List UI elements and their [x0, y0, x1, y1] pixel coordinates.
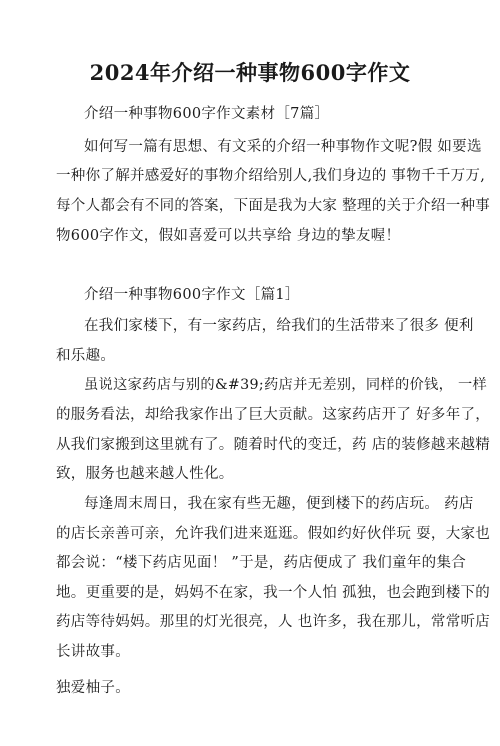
paragraph-line: 药店等待妈妈。那里的灯光很亮，人 也许多，我在那儿，常常听店 [56, 614, 491, 630]
paragraph-line: 的店长亲善可亲，允许我们进来逛逛。假如约好伙伴玩 耍，大家也 [56, 526, 491, 542]
paragraph-line: 独爱柚子。 [56, 680, 130, 696]
paragraph-line: 每逢周末周日，我在家有些无趣，便到楼下的药店玩。 药店 [84, 496, 474, 512]
subheading-materials: 介绍一种事物600字作文素材［7篇］ [84, 106, 330, 122]
document-title: 2024年介绍一种事物600字作文 [89, 60, 411, 85]
paragraph-line: 如何写一篇有思想、有文采的介绍一种事物作文呢?假 如要选 [84, 139, 482, 155]
paragraph-line: 在我们家楼下，有一家药店，给我们的生活带来了很多 便利 [84, 318, 474, 334]
paragraph-line: 从我们家搬到这里就有了。随着时代的变迁，药 店的装修越来越精 [56, 437, 491, 453]
paragraph-line: 致，服务也越来越人性化。 [56, 466, 234, 482]
paragraph-line: 每个人都会有不同的答案，下面是我为大家 整理的关于介绍一种事 [56, 198, 491, 214]
paragraph-line: 虽说这家药店与别的&#39;药店并无差别，同样的价钱， 一样 [84, 377, 488, 393]
paragraph-line: 物600字作文，假如喜爱可以共享给 身边的挚友喔！ [56, 228, 401, 244]
paragraph-line: 的服务看法，却给我家作出了巨大贡献。这家药店开了 好多年了， [56, 407, 491, 423]
paragraph-line: 地。更重要的是，妈妈不在家，我一个人怕 孤独，也会跑到楼下的 [56, 585, 491, 601]
paragraph-line: 一种你了解并感爱好的事物介绍给别人,我们身边的 事物千千万万, [56, 168, 486, 184]
subheading-essay-1: 介绍一种事物600字作文［篇1］ [84, 287, 300, 303]
paragraph-line: 长讲故事。 [56, 644, 130, 660]
paragraph-line: 和乐趣。 [56, 348, 116, 364]
paragraph-line: 都会说：“楼下药店见面！ ”于是，药店便成了 我们童年的集合 [56, 555, 467, 571]
